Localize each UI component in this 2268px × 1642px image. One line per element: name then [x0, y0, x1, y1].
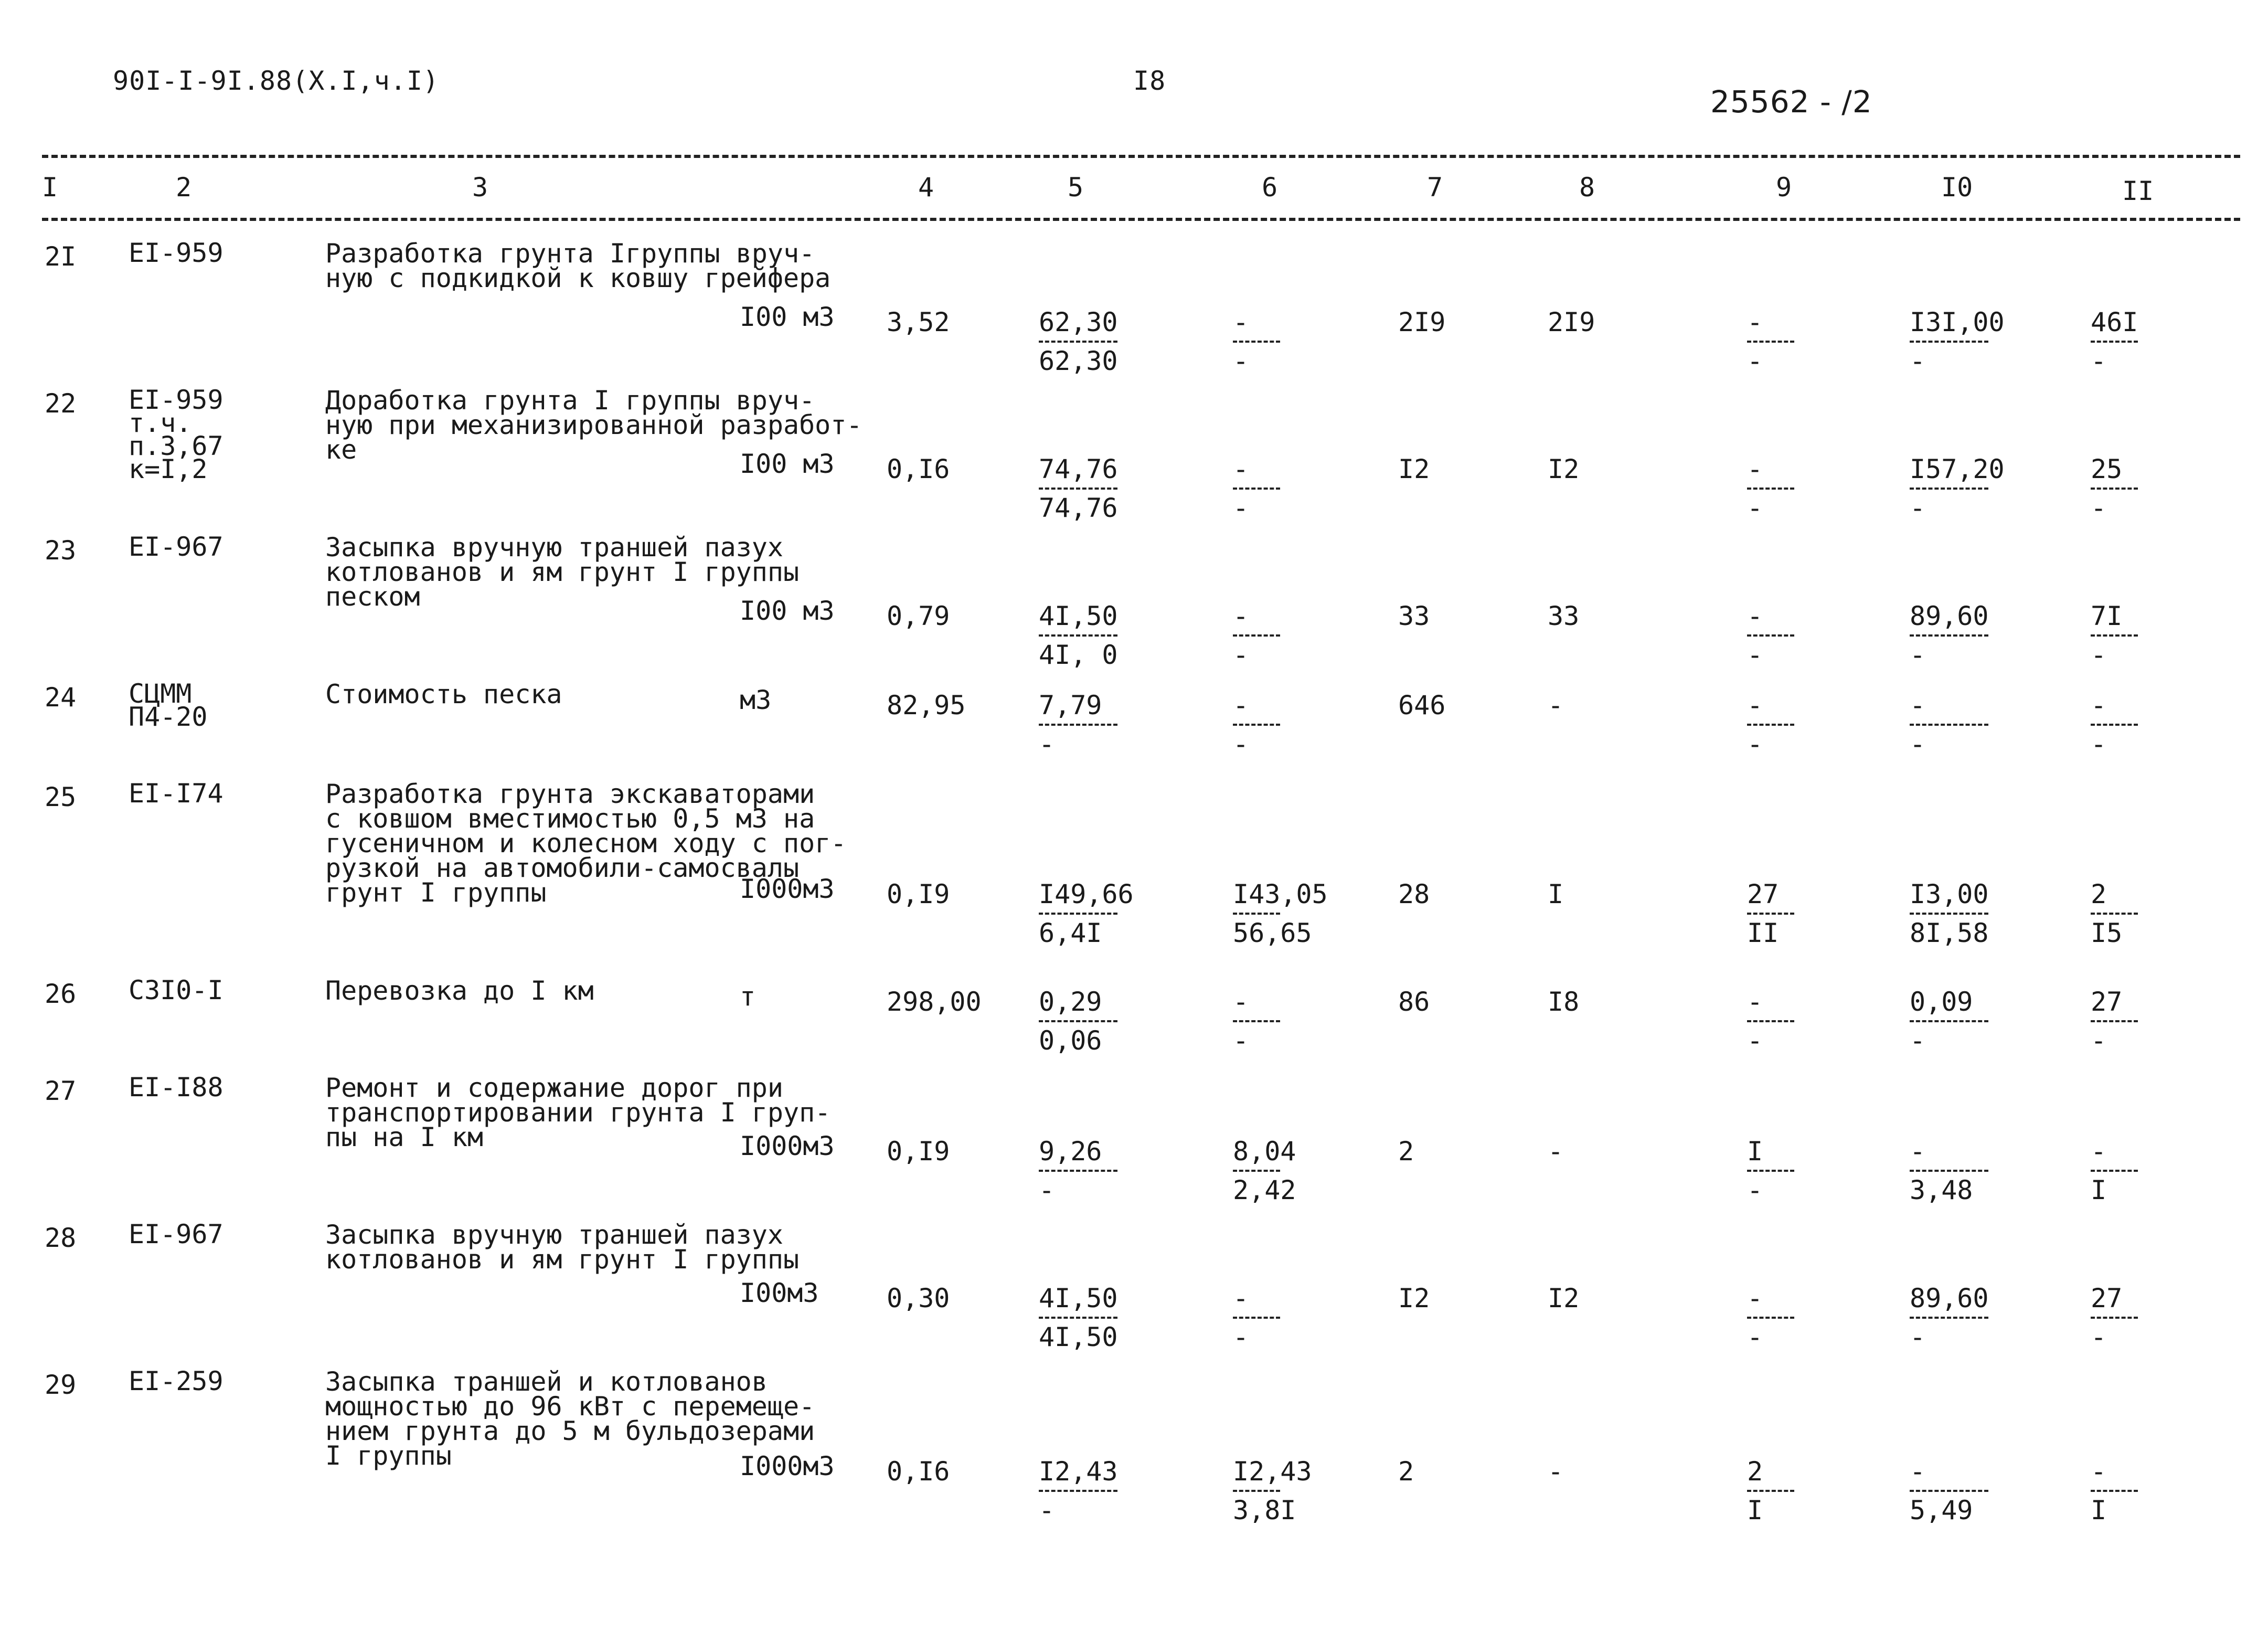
fraction-bar — [1039, 341, 1117, 343]
unit: I000м3 — [740, 1131, 835, 1161]
col-head-10: I0 — [1941, 172, 1973, 203]
wage-cost: I — [1548, 879, 1564, 909]
total-cost: 2 — [1398, 1456, 1414, 1487]
work-description-line: Засыпка вручную траншей пазух — [325, 532, 783, 563]
unit-cost-fraction — [1039, 690, 1159, 759]
fraction-bar — [1910, 913, 1988, 915]
unit-cost-fraction — [1039, 1456, 1159, 1526]
fraction-bar — [1747, 488, 1794, 490]
col-head-1: I — [42, 172, 58, 203]
machine-cost-denominator: 2,42 — [1233, 1175, 1296, 1205]
wage-cost: I2 — [1548, 454, 1580, 484]
machinist-hours-numerator: 25 — [2091, 454, 2123, 484]
norm-code-line: EI-I88 — [129, 1072, 223, 1103]
work-description-line: Засыпка траншей и котлованов — [325, 1366, 768, 1397]
fraction-bar — [1233, 724, 1280, 726]
machinist-hours-denominator: - — [2091, 346, 2107, 376]
work-description-line: нием грунта до 5 м бульдозерами — [325, 1416, 815, 1446]
col-head-2: 2 — [176, 172, 192, 203]
machine-labor-numerator: I — [1747, 1136, 1763, 1167]
row-number: 2I — [45, 241, 77, 272]
machine-labor-numerator: - — [1747, 987, 1763, 1017]
labor-hours-denominator: - — [1910, 640, 1926, 670]
norm-code — [129, 975, 223, 1005]
total-cost: 2 — [1398, 1136, 1414, 1167]
work-description-line: котлованов и ям грунт I группы — [325, 557, 800, 587]
table-row — [0, 532, 2268, 687]
norm-code — [129, 679, 208, 732]
work-description-line: транспортировании грунта I груп- — [325, 1097, 831, 1128]
fraction-bar — [1233, 1490, 1280, 1492]
machine-labor-denominator: - — [1747, 640, 1763, 670]
work-description-line: Ремонт и содержание дорог при — [325, 1073, 783, 1103]
unit-cost-numerator: I2,43 — [1039, 1456, 1118, 1487]
machine-labor-fraction — [1747, 1283, 1868, 1352]
machinist-hours-numerator: 27 — [2091, 987, 2123, 1017]
norm-code-line: СЦММ — [129, 679, 192, 709]
row-number: 22 — [45, 388, 77, 419]
quantity: 298,00 — [887, 987, 982, 1017]
machinist-hours-numerator: 2 — [2091, 879, 2107, 909]
fraction-bar — [1747, 634, 1794, 637]
labor-hours-numerator: I57,20 — [1910, 454, 2005, 484]
machinist-hours-fraction — [2091, 690, 2211, 759]
work-description-line: Разработка грунта Iгруппы вруч- — [325, 238, 815, 269]
machine-labor-fraction — [1747, 454, 1868, 523]
fraction-bar — [1039, 634, 1117, 637]
machine-cost-fraction — [1233, 1456, 1354, 1526]
machine-cost-fraction — [1233, 1136, 1354, 1205]
labor-hours-numerator: 0,09 — [1910, 987, 1973, 1017]
labor-hours-fraction — [1910, 1456, 2030, 1526]
unit-cost-numerator: 4I,50 — [1039, 1283, 1118, 1313]
work-description — [325, 679, 562, 709]
fraction-bar — [1747, 1020, 1794, 1022]
unit-cost-numerator: 9,26 — [1039, 1136, 1102, 1167]
labor-hours-denominator: - — [1910, 729, 1926, 759]
machinist-hours-denominator: I5 — [2091, 918, 2123, 948]
machine-labor-denominator: - — [1747, 729, 1763, 759]
labor-hours-numerator: - — [1910, 1136, 1926, 1167]
unit-cost-denominator: 74,76 — [1039, 493, 1118, 523]
labor-hours-fraction — [1910, 1136, 2030, 1205]
total-cost: 646 — [1398, 690, 1446, 721]
row-number: 24 — [45, 682, 77, 713]
labor-hours-numerator: 89,60 — [1910, 1283, 1989, 1313]
total-cost: 86 — [1398, 987, 1430, 1017]
norm-code — [129, 532, 223, 562]
norm-code — [129, 385, 223, 484]
machine-cost-denominator: - — [1233, 640, 1249, 670]
header-rule-bottom — [42, 218, 2240, 221]
unit: I000м3 — [740, 1451, 835, 1481]
work-description-line: Разработка грунта экскаваторами — [325, 779, 815, 809]
machine-labor-numerator: - — [1747, 1283, 1763, 1313]
machine-labor-fraction — [1747, 601, 1868, 670]
table-row — [0, 1072, 2268, 1228]
machinist-hours-fraction — [2091, 879, 2211, 948]
unit-cost-fraction — [1039, 601, 1159, 670]
norm-code-line: EI-959 — [129, 385, 223, 415]
unit-cost-fraction — [1039, 987, 1159, 1056]
machinist-hours-fraction — [2091, 1136, 2211, 1205]
table-row — [0, 778, 2268, 948]
machine-cost-denominator: - — [1233, 729, 1249, 759]
unit-cost-numerator: 7,79 — [1039, 690, 1102, 721]
machinist-hours-numerator: - — [2091, 690, 2107, 721]
machine-labor-fraction — [1747, 1136, 1868, 1205]
fraction-bar — [1747, 724, 1794, 726]
work-description — [325, 238, 831, 293]
labor-hours-denominator: - — [1910, 1025, 1926, 1056]
labor-hours-denominator: - — [1910, 493, 1926, 523]
machine-cost-numerator: - — [1233, 454, 1249, 484]
fraction-bar — [1910, 634, 1988, 637]
machine-cost-denominator: - — [1233, 1322, 1249, 1352]
machinist-hours-numerator: - — [2091, 1456, 2107, 1487]
work-description-line: Перевозка до I км — [325, 976, 594, 1006]
machine-cost-numerator: - — [1233, 601, 1249, 631]
labor-hours-denominator: 8I,58 — [1910, 918, 1989, 948]
wage-cost: 2I9 — [1548, 307, 1595, 337]
labor-hours-numerator: 89,60 — [1910, 601, 1989, 631]
work-description-line: грунт I группы — [325, 877, 547, 908]
labor-hours-numerator: - — [1910, 690, 1926, 721]
work-description-line: рузкой на автомобили-самосвалы — [325, 853, 800, 883]
labor-hours-fraction — [1910, 601, 2030, 670]
machine-labor-denominator: - — [1747, 1175, 1763, 1205]
unit-cost-denominator: 0,06 — [1039, 1025, 1102, 1056]
total-cost: 33 — [1398, 601, 1430, 631]
norm-code — [129, 778, 223, 809]
unit: I00 м3 — [740, 596, 835, 626]
unit-cost-denominator: 6,4I — [1039, 918, 1102, 948]
col-head-11: II — [2122, 176, 2154, 206]
row-number: 26 — [45, 979, 77, 1009]
machine-cost-fraction — [1233, 1283, 1354, 1352]
machinist-hours-denominator: I — [2091, 1175, 2107, 1205]
norm-code-line: EI-259 — [129, 1366, 223, 1396]
unit-cost-fraction — [1039, 307, 1159, 376]
table-row — [0, 1219, 2268, 1375]
machine-labor-denominator: - — [1747, 1322, 1763, 1352]
fraction-bar — [1233, 913, 1280, 915]
total-cost: I2 — [1398, 1283, 1430, 1313]
machine-labor-denominator: - — [1747, 1025, 1763, 1056]
labor-hours-fraction — [1910, 987, 2030, 1056]
quantity: 0,I6 — [887, 454, 950, 484]
work-description-line: Доработка грунта I группы вруч- — [325, 385, 815, 416]
machine-labor-numerator: - — [1747, 307, 1763, 337]
machine-cost-fraction — [1233, 454, 1354, 523]
machinist-hours-denominator: I — [2091, 1495, 2107, 1526]
machine-labor-denominator: - — [1747, 346, 1763, 376]
unit-cost-denominator: 4I,50 — [1039, 1322, 1118, 1352]
machinist-hours-numerator: - — [2091, 1136, 2107, 1167]
unit-cost-denominator: 4I, 0 — [1039, 640, 1118, 670]
machinist-hours-numerator: 46I — [2091, 307, 2138, 337]
labor-hours-fraction — [1910, 454, 2030, 523]
machinist-hours-denominator: - — [2091, 493, 2107, 523]
col-head-6: 6 — [1262, 172, 1278, 203]
labor-hours-numerator: I3,00 — [1910, 879, 1989, 909]
work-description — [325, 976, 594, 1006]
fraction-bar — [2091, 724, 2138, 726]
quantity: 82,95 — [887, 690, 966, 721]
fraction-bar — [2091, 1020, 2138, 1022]
fraction-bar — [1747, 1317, 1794, 1319]
machine-labor-fraction — [1747, 879, 1868, 948]
fraction-bar — [1039, 724, 1117, 726]
machinist-hours-fraction — [2091, 987, 2211, 1056]
machine-cost-fraction — [1233, 987, 1354, 1056]
norm-code — [129, 1219, 223, 1249]
labor-hours-denominator: - — [1910, 346, 1926, 376]
quantity: 0,30 — [887, 1283, 950, 1313]
quantity: 0,I9 — [887, 879, 950, 909]
machine-cost-fraction — [1233, 307, 1354, 376]
fraction-bar — [1747, 913, 1794, 915]
machinist-hours-numerator: 7I — [2091, 601, 2123, 631]
fraction-bar — [1910, 341, 1988, 343]
quantity: 0,I9 — [887, 1136, 950, 1167]
work-description-line: гусеничном и колесном ходу с пог- — [325, 828, 847, 859]
unit: I00 м3 — [740, 449, 835, 479]
wage-cost: I2 — [1548, 1283, 1580, 1313]
norm-code-line: EI-I74 — [129, 778, 223, 809]
work-description-line: с ковшом вместимостью 0,5 м3 на — [325, 803, 815, 834]
fraction-bar — [1747, 1490, 1794, 1492]
wage-cost: 33 — [1548, 601, 1580, 631]
archive-stamp: 25562 - /2 — [1710, 84, 1872, 120]
labor-hours-denominator: 5,49 — [1910, 1495, 1973, 1526]
unit-cost-fraction — [1039, 879, 1159, 948]
quantity: 0,I6 — [887, 1456, 950, 1487]
unit-cost-numerator: 62,30 — [1039, 307, 1118, 337]
machine-cost-denominator: - — [1233, 346, 1249, 376]
machine-labor-numerator: - — [1747, 454, 1763, 484]
machine-cost-denominator: - — [1233, 493, 1249, 523]
quantity: 0,79 — [887, 601, 950, 631]
work-description-line: ке — [325, 435, 357, 465]
machine-labor-fraction — [1747, 307, 1868, 376]
col-head-3: 3 — [472, 172, 488, 203]
machinist-hours-fraction — [2091, 307, 2211, 376]
labor-hours-fraction — [1910, 879, 2030, 948]
machine-labor-denominator: I — [1747, 1495, 1763, 1526]
row-number: 27 — [45, 1076, 77, 1106]
fraction-bar — [1910, 1170, 1988, 1172]
row-number: 29 — [45, 1370, 77, 1400]
col-head-5: 5 — [1068, 172, 1084, 203]
norm-code-line: EI-967 — [129, 532, 223, 562]
page-number: I8 — [1133, 66, 1166, 96]
col-head-8: 8 — [1579, 172, 1595, 203]
fraction-bar — [1910, 724, 1988, 726]
wage-cost: - — [1548, 1136, 1564, 1167]
machinist-hours-denominator: - — [2091, 729, 2107, 759]
unit: I000м3 — [740, 874, 835, 904]
machine-cost-denominator: 3,8I — [1233, 1495, 1296, 1526]
labor-hours-denominator: - — [1910, 1322, 1926, 1352]
work-description-line: ную с подкидкой к ковшу грейфера — [325, 263, 831, 293]
norm-code — [129, 1366, 223, 1396]
norm-code-line: П4-20 — [129, 702, 208, 732]
machinist-hours-denominator: - — [2091, 1025, 2107, 1056]
fraction-bar — [1039, 488, 1117, 490]
unit-cost-numerator: 74,76 — [1039, 454, 1118, 484]
machinist-hours-numerator: 27 — [2091, 1283, 2123, 1313]
fraction-bar — [1910, 1317, 1988, 1319]
work-description-line: песком — [325, 581, 420, 612]
fraction-bar — [1039, 913, 1117, 915]
machine-labor-denominator: - — [1747, 493, 1763, 523]
machine-cost-numerator: I2,43 — [1233, 1456, 1312, 1487]
fraction-bar — [1039, 1490, 1117, 1492]
row-number: 25 — [45, 782, 77, 812]
fraction-bar — [2091, 1490, 2138, 1492]
machine-labor-numerator: 27 — [1747, 879, 1779, 909]
row-number: 23 — [45, 535, 77, 566]
machinist-hours-fraction — [2091, 454, 2211, 523]
fraction-bar — [1039, 1020, 1117, 1022]
unit: т — [740, 981, 756, 1012]
fraction-bar — [2091, 1170, 2138, 1172]
labor-hours-denominator: 3,48 — [1910, 1175, 1973, 1205]
table-row — [0, 238, 2268, 394]
document-code: 90I-I-9I.88(X.I,ч.I) — [113, 66, 440, 96]
norm-code-line: EI-967 — [129, 1219, 223, 1249]
machine-cost-fraction — [1233, 690, 1354, 759]
machinist-hours-fraction — [2091, 601, 2211, 670]
work-description-line: мощностью до 96 кВт с перемеще- — [325, 1391, 815, 1422]
machinist-hours-fraction — [2091, 1456, 2211, 1526]
fraction-bar — [2091, 488, 2138, 490]
fraction-bar — [2091, 341, 2138, 343]
work-description — [325, 532, 800, 612]
fraction-bar — [2091, 913, 2138, 915]
col-head-4: 4 — [918, 172, 934, 203]
machine-labor-fraction — [1747, 987, 1868, 1056]
unit-cost-denominator: 62,30 — [1039, 346, 1118, 376]
machine-labor-numerator: 2 — [1747, 1456, 1763, 1487]
work-description-line: I группы — [325, 1440, 452, 1471]
fraction-bar — [1747, 341, 1794, 343]
table-row — [0, 385, 2268, 541]
row-number: 28 — [45, 1223, 77, 1253]
total-cost: 28 — [1398, 879, 1430, 909]
work-description-line: Засыпка вручную траншей пазух — [325, 1220, 783, 1250]
machine-cost-numerator: - — [1233, 690, 1249, 721]
col-head-9: 9 — [1776, 172, 1792, 203]
machine-cost-numerator: I43,05 — [1233, 879, 1328, 909]
fraction-bar — [1910, 1020, 1988, 1022]
fraction-bar — [1039, 1170, 1117, 1172]
machine-cost-denominator: - — [1233, 1025, 1249, 1056]
fraction-bar — [1747, 1170, 1794, 1172]
unit-cost-numerator: 4I,50 — [1039, 601, 1118, 631]
quantity: 3,52 — [887, 307, 950, 337]
wage-cost: - — [1548, 1456, 1564, 1487]
unit-cost-numerator: I49,66 — [1039, 879, 1134, 909]
work-description — [325, 1220, 800, 1275]
fraction-bar — [1233, 1317, 1280, 1319]
machinist-hours-denominator: - — [2091, 640, 2107, 670]
unit-cost-fraction — [1039, 1136, 1159, 1205]
work-description-line: котлованов и ям грунт I группы — [325, 1244, 800, 1275]
machine-labor-fraction — [1747, 690, 1868, 759]
machine-cost-numerator: - — [1233, 307, 1249, 337]
norm-code-line: т.ч. — [129, 408, 192, 438]
machine-cost-numerator: - — [1233, 987, 1249, 1017]
unit: I00м3 — [740, 1278, 819, 1308]
fraction-bar — [1910, 488, 1988, 490]
work-description-line: Стоимость песка — [325, 679, 562, 709]
fraction-bar — [1233, 488, 1280, 490]
wage-cost: - — [1548, 690, 1564, 721]
machine-cost-denominator: 56,65 — [1233, 918, 1312, 948]
machine-cost-fraction — [1233, 601, 1354, 670]
fraction-bar — [1233, 634, 1280, 637]
unit: I00 м3 — [740, 302, 835, 332]
unit-cost-fraction — [1039, 1283, 1159, 1352]
labor-hours-numerator: - — [1910, 1456, 1926, 1487]
work-description-line: пы на I км — [325, 1122, 484, 1152]
machine-cost-numerator: 8,04 — [1233, 1136, 1296, 1167]
machinist-hours-fraction — [2091, 1283, 2211, 1352]
norm-code-line: п.3,67 — [129, 431, 223, 461]
unit-cost-numerator: 0,29 — [1039, 987, 1102, 1017]
fraction-bar — [2091, 1317, 2138, 1319]
norm-code — [129, 1072, 223, 1103]
machine-cost-numerator: - — [1233, 1283, 1249, 1313]
labor-hours-fraction — [1910, 690, 2030, 759]
unit-cost-denominator: - — [1039, 1175, 1055, 1205]
fraction-bar — [1233, 341, 1280, 343]
machine-labor-fraction — [1747, 1456, 1868, 1526]
work-description-line: ную при механизированной разработ- — [325, 410, 863, 440]
labor-hours-numerator: I3I,00 — [1910, 307, 2005, 337]
header-rule-top — [42, 155, 2240, 158]
total-cost: 2I9 — [1398, 307, 1446, 337]
norm-code-line: С3I0-I — [129, 975, 223, 1005]
unit-cost-denominator: - — [1039, 729, 1055, 759]
machine-cost-fraction — [1233, 879, 1354, 948]
total-cost: I2 — [1398, 454, 1430, 484]
labor-hours-fraction — [1910, 307, 2030, 376]
norm-code-line: EI-959 — [129, 238, 223, 268]
machine-labor-denominator: II — [1747, 918, 1779, 948]
fraction-bar — [1910, 1490, 1988, 1492]
machine-labor-numerator: - — [1747, 601, 1763, 631]
unit-cost-fraction — [1039, 454, 1159, 523]
unit-cost-denominator: - — [1039, 1495, 1055, 1526]
fraction-bar — [1233, 1020, 1280, 1022]
machinist-hours-denominator: - — [2091, 1322, 2107, 1352]
labor-hours-fraction — [1910, 1283, 2030, 1352]
fraction-bar — [1233, 1170, 1280, 1172]
fraction-bar — [2091, 634, 2138, 637]
norm-code — [129, 238, 223, 268]
unit: м3 — [740, 685, 772, 715]
norm-code-line: к=I,2 — [129, 454, 208, 484]
fraction-bar — [1039, 1317, 1117, 1319]
machine-labor-numerator: - — [1747, 690, 1763, 721]
wage-cost: I8 — [1548, 987, 1580, 1017]
table-row — [0, 1366, 2268, 1526]
col-head-7: 7 — [1427, 172, 1443, 203]
